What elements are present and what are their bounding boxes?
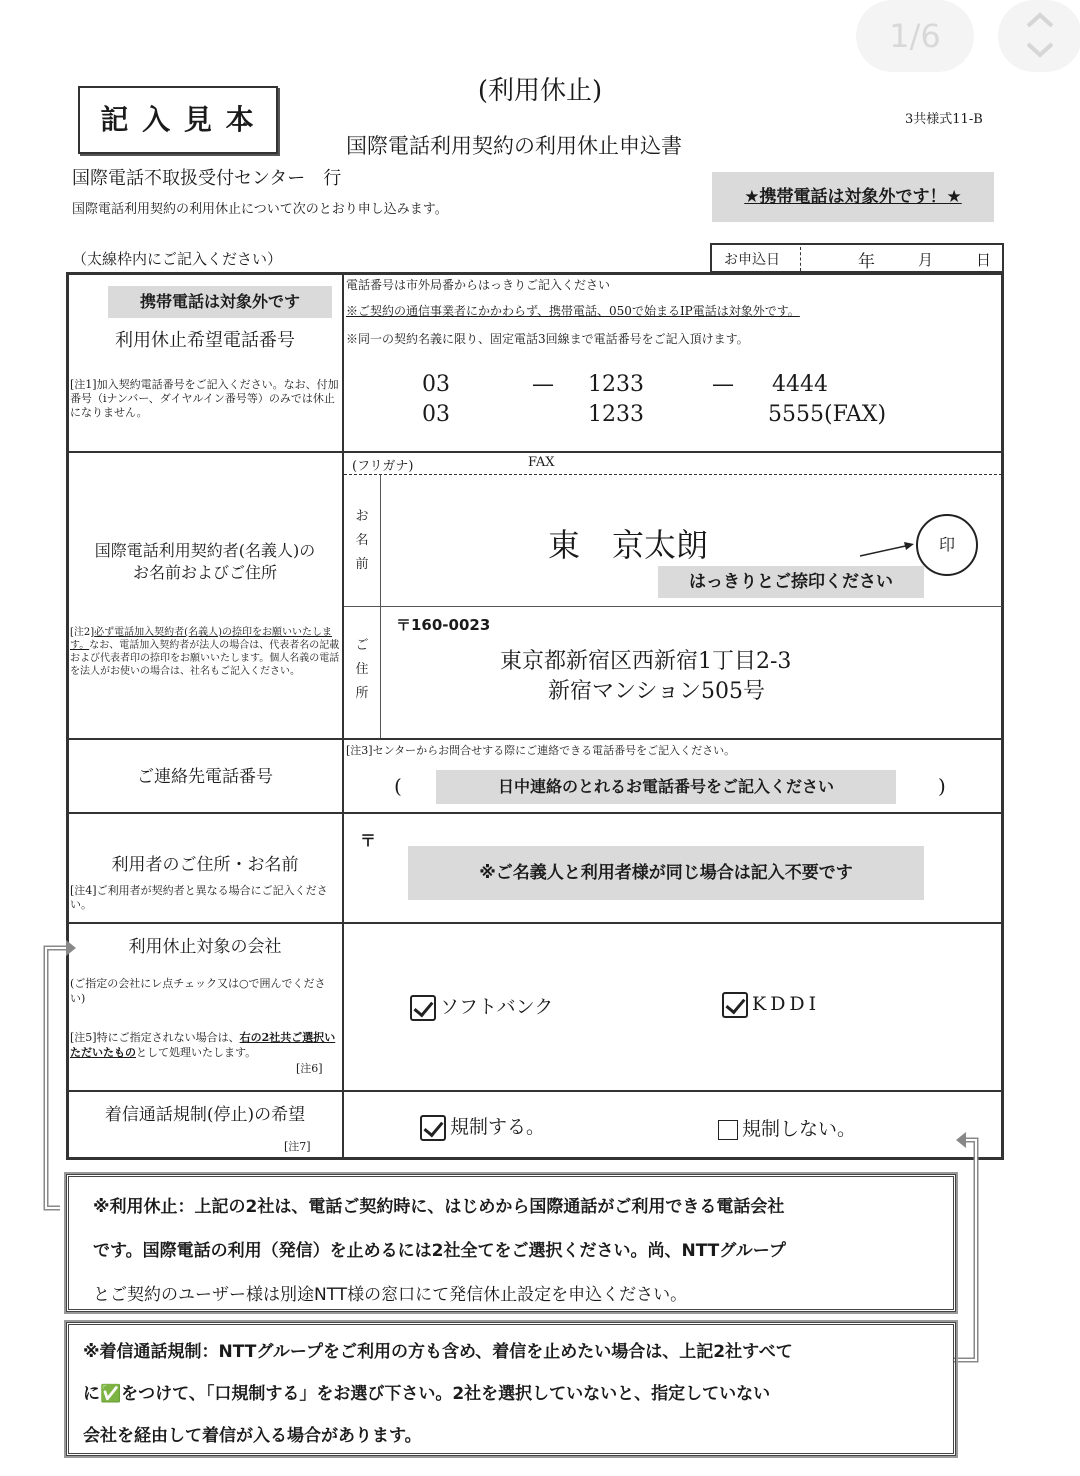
furigana-value[interactable]: FAX [528, 455, 555, 470]
footer-note-restriction [66, 1322, 956, 1456]
row-divider [66, 812, 1004, 814]
footer-note-line: ※着信通話規制：NTTグループをご利用の方も含め、着信を止めたい場合は、上記2社すべて [83, 1342, 793, 1362]
contractor-name[interactable]: 東 京太朗 [548, 526, 709, 564]
footer-note-line: ※利用休止：上記の2社は、電話ご契約時に、はじめから国際通話がご利用できる電話会社 [93, 1197, 785, 1217]
phone-local: 1233 [588, 402, 644, 427]
contractor-note-prefix: [注2] [70, 627, 95, 638]
restriction-option-yes[interactable] [420, 1112, 545, 1141]
page-nav-button[interactable] [998, 0, 1080, 72]
address-label: ご 住 所 [355, 638, 369, 701]
footer-note-line: です。国際電話の利用（発信）を止めるには2社全てをご選択ください。尚、NTTグループ [93, 1241, 786, 1261]
chevron-down-icon [1028, 44, 1052, 55]
phone-number-row[interactable] [346, 372, 996, 402]
checkbox-checked-icon[interactable] [420, 1115, 446, 1141]
address-line-2[interactable]: 新宿マンション505号 [548, 679, 766, 704]
postal-code[interactable]: 〒160-0023 [396, 616, 491, 634]
row-divider [66, 1090, 1004, 1092]
application-date-box[interactable] [710, 243, 1004, 273]
phone-local: 1233 [588, 372, 644, 397]
intro-text: 国際電話利用契約の利用休止について次のとおり申し込みます。 [72, 202, 448, 217]
date-year: 年 [858, 252, 875, 272]
row-divider [66, 738, 1004, 740]
phone-note: [注1]加入契約電話番号をご記入ください。なお、付加番号（iナンバー、ダイヤルイン番号等）のみでは休止になりません。 [70, 378, 339, 419]
phone-instruction-2: ※ご契約の通信事業者にかかわらず、携帯電話、050で始まるIP電話は対象外です。 [346, 304, 800, 318]
company-note-rest: として処理いたします。 [136, 1046, 257, 1059]
option-label: 規制しない。 [742, 1118, 857, 1140]
contact-paren-open: ( [394, 774, 402, 798]
contractor-section-label: 国際電話利用契約者(名義人)の お名前およびご住所 [94, 541, 316, 582]
page-indicator: 1/6 [856, 0, 974, 72]
phone-subscriber: 4444 [772, 372, 828, 397]
company-note-prefix: [注5]特にご指定されない場合は、 [70, 1031, 240, 1044]
company-note-2 [70, 1030, 340, 1060]
contractor-note [70, 626, 340, 678]
row-divider [66, 451, 1004, 453]
furigana-label: (フリガナ) [352, 459, 414, 474]
footer-note-line: とご契約のユーザー様は別途NTT様の窓口にて発信休止設定を申込ください。 [93, 1285, 688, 1305]
phone-number-row[interactable] [346, 402, 996, 432]
form-subtitle: (利用休止) [477, 76, 603, 106]
company-section-label: 利用休止対象の会社 [128, 937, 282, 957]
company-note-underlined: 右の2社共ご選択いただいたもの [70, 1031, 336, 1059]
chevron-up-icon[interactable] [998, 0, 1080, 72]
user-address-input[interactable]: ※ご名義人と利用者様が同じ場合は記入不要です [408, 846, 924, 900]
date-day: 日 [976, 251, 992, 269]
contact-phone-input[interactable]: 日中連絡のとれるお電話番号をご記入ください [436, 770, 896, 804]
instruction: （太線枠内にご記入ください） [72, 250, 283, 268]
column-divider [342, 272, 344, 1160]
contact-section-label: ご連絡先電話番号 [137, 767, 273, 787]
footer-note-line: 会社を経由して着信が入る場合があります。 [83, 1426, 422, 1446]
form-code: 3共様式11-B [905, 112, 983, 127]
restriction-option-no[interactable] [718, 1114, 856, 1141]
company-note-ref: [注6] [296, 1062, 323, 1075]
phone-instruction-1: 電話番号は市外局番からはっきりご記入ください [346, 278, 611, 292]
seal-hint: はっきりとご捺印ください [658, 566, 924, 598]
date-month: 月 [918, 251, 934, 269]
user-section-label: 利用者のご住所・お名前 [111, 855, 299, 875]
seal-circle[interactable]: 印 [916, 514, 978, 576]
user-note: [注4]ご利用者が契約者と異なる場合にご記入ください。 [70, 884, 328, 911]
row-divider [66, 922, 1004, 924]
phone-section-label: 利用休止希望電話番号 [115, 330, 295, 351]
checkbox-empty-icon[interactable] [718, 1120, 738, 1140]
mobile-badge: 携帯電話は対象外です [108, 286, 332, 318]
restriction-note: [注7] [284, 1140, 311, 1153]
company-option-kddi[interactable] [722, 992, 820, 1018]
option-label: KDDI [752, 993, 821, 1015]
furigana-divider [344, 474, 1002, 475]
option-label: ソフトバンク [440, 996, 554, 1018]
checkbox-checked-icon[interactable] [410, 995, 436, 1021]
sample-stamp: 記 入 見 本 [78, 86, 278, 154]
footer-note-suspension [66, 1174, 956, 1312]
phone-area-code: 03 [422, 402, 450, 427]
checkbox-checked-icon[interactable] [722, 992, 748, 1018]
phone-dash: — [712, 372, 734, 397]
addressee: 国際電話不取扱受付センター 行 [72, 168, 342, 189]
name-address-divider [344, 606, 1002, 607]
phone-dash: — [532, 372, 554, 397]
restriction-section-label: 着信通話規制(停止)の希望 [104, 1105, 306, 1125]
company-option-softbank[interactable] [410, 992, 553, 1021]
form-title: 国際電話利用契約の利用休止申込書 [346, 134, 682, 158]
option-label: 規制する。 [450, 1116, 546, 1138]
name-label: お 名 前 [355, 509, 369, 572]
contact-paren-close: ) [938, 774, 946, 798]
date-label: お申込日 [724, 252, 780, 268]
phone-area-code: 03 [422, 372, 450, 397]
mobile-notice: ★携帯電話は対象外です！★ [712, 172, 994, 222]
phone-instruction-3: ※同一の契約名義に限り、固定電話3回線まで電話番号をご記入頂けます。 [346, 332, 749, 346]
arrow-icon [858, 540, 918, 560]
address-line-1[interactable]: 東京都新宿区西新宿1丁目2-3 [500, 649, 792, 674]
contact-note: [注3]センターからお問合せする際にご連絡できる電話番号をご記入ください。 [346, 744, 736, 757]
footer-note-line: に✅をつけて、「口規制する」をお選び下さい。2社を選択していないと、指定していない [83, 1384, 771, 1404]
contractor-note-underlined: 必ず電話加入契約者(名義人)の捺印をお願いいたします。 [70, 627, 332, 651]
phone-subscriber: 5555(FAX) [768, 402, 887, 427]
contractor-note-rest: なお、電話加入契約者が法人の場合は、代表者名の記載および代表者印の捺印をお願いいたします。個人名義の電話を法人がお使いの場合は、社名もご記入ください。 [70, 640, 340, 677]
company-note-1: (ご指定の会社にレ点チェック又は○で囲んでください) [70, 977, 326, 1005]
date-divider [800, 247, 801, 271]
user-postal-mark: 〒 [360, 831, 377, 850]
